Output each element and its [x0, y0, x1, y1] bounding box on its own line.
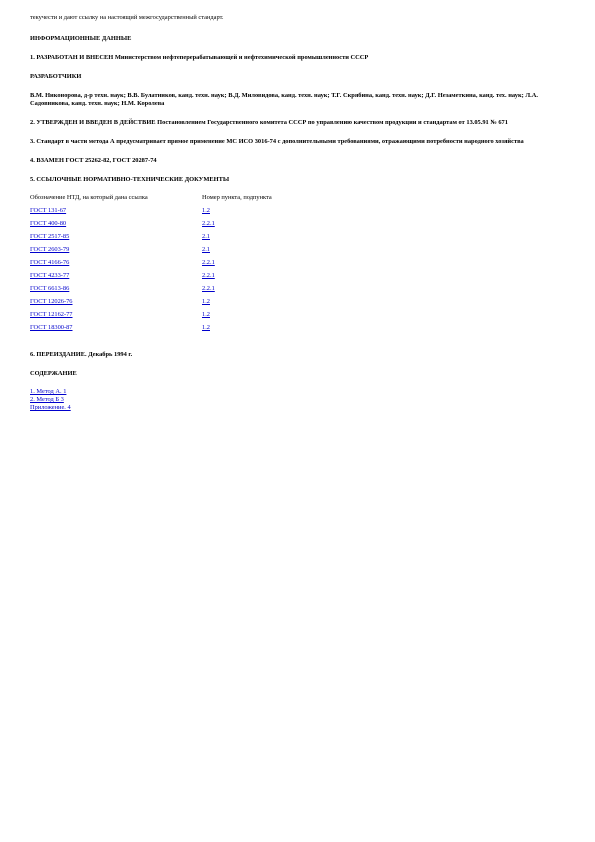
table-cell-clause	[202, 220, 272, 233]
clause-link[interactable]: 1.2	[202, 311, 210, 318]
developers-heading: РАЗРАБОТЧИКИ	[30, 73, 82, 80]
column-header-clause: Номер пункта, подпункта	[202, 194, 272, 201]
item-6-label: ПЕРЕИЗДАНИЕ.	[36, 351, 87, 358]
item-2	[30, 119, 565, 127]
item-4-text: ГОСТ 25262-82, ГОСТ 20287-74	[65, 157, 157, 164]
table-header-row	[30, 194, 272, 207]
table-cell-document	[30, 259, 202, 272]
contents-link[interactable]: 1. Метод А. 1	[30, 388, 67, 395]
item-2-number: 2.	[30, 119, 35, 126]
table-row	[30, 272, 272, 285]
item-4-number: 4.	[30, 157, 35, 164]
table-cell-document	[30, 311, 202, 324]
clause-link[interactable]: 2.1	[202, 246, 210, 253]
document-link[interactable]: ГОСТ 131-67	[30, 207, 67, 214]
table-cell-document	[30, 220, 202, 233]
item-1-label: РАЗРАБОТАН И ВНЕСЕН	[36, 54, 114, 61]
document-link[interactable]: ГОСТ 12162-77	[30, 311, 73, 318]
clause-link[interactable]: 2.2.1	[202, 259, 215, 266]
document-link[interactable]: ГОСТ 6613-86	[30, 285, 70, 292]
table-cell-clause	[202, 207, 272, 220]
table-row	[30, 298, 272, 311]
contents-link[interactable]: 2. Метод Б 3	[30, 396, 64, 403]
table-row	[30, 220, 272, 233]
document-link[interactable]: ГОСТ 4233-77	[30, 272, 70, 279]
table-row	[30, 233, 272, 246]
table-row	[30, 324, 272, 337]
document-page	[30, 14, 565, 412]
table-cell-clause	[202, 324, 272, 337]
clause-link[interactable]: 2.1	[202, 233, 210, 240]
table-cell-clause	[202, 272, 272, 285]
clause-link[interactable]: 1.2	[202, 324, 210, 331]
table-cell-clause	[202, 285, 272, 298]
clause-link[interactable]: 1.2	[202, 207, 210, 214]
item-1-text: Министерством нефтеперерабатывающей и нефтехимической промышленности СССР	[114, 54, 369, 61]
column-header-document: Обозначение НТД, на который дана ссылка	[30, 194, 148, 201]
info-heading: ИНФОРМАЦИОННЫЕ ДАННЫЕ	[30, 35, 132, 42]
table-cell-document	[30, 298, 202, 311]
item-4	[30, 157, 565, 165]
developers-text: В.М. Никонорова, д-р техн. наук; В.В. Булатников, канд. техн. наук; В.Д. Миловидова, канд. техн. наук; Т.Г. Скрябина, канд. техн. наук; Д.Г. Незаметкина, канд. тех. наук; Л.А. Садовникова, канд. техн. наук; Н.М. Королева	[30, 92, 538, 107]
document-link[interactable]: ГОСТ 18300-87	[30, 324, 73, 331]
item-2-text: Постановлением Государственного комитета СССР по управлению качеством продукции и стандартам от 13.05.91 № 671	[157, 119, 508, 126]
table-row	[30, 285, 272, 298]
clause-link[interactable]: 2.2.1	[202, 285, 215, 292]
table-cell-clause	[202, 311, 272, 324]
item-2-label: УТВЕРЖДЕН И ВВЕДЕН В ДЕЙСТВИЕ	[36, 119, 156, 126]
table-row	[30, 207, 272, 220]
table-cell-document	[30, 246, 202, 259]
item-5-heading: 5. ССЫЛОЧНЫЕ НОРМАТИВНО-ТЕХНИЧЕСКИЕ ДОКУМЕНТЫ	[30, 176, 230, 183]
table-cell-document	[30, 285, 202, 298]
document-link[interactable]: ГОСТ 2603-79	[30, 246, 70, 253]
item-4-label: ВЗАМЕН	[36, 157, 64, 164]
item-6-number: 6.	[30, 351, 35, 358]
table-row	[30, 259, 272, 272]
table-cell-clause	[202, 246, 272, 259]
table-cell-document	[30, 207, 202, 220]
contents-link[interactable]: Приложение. 4	[30, 404, 71, 411]
clause-link[interactable]: 2.2.1	[202, 220, 215, 227]
contents-heading: СОДЕРЖАНИЕ	[30, 370, 77, 377]
table-row	[30, 246, 272, 259]
references-table-body	[30, 207, 272, 337]
document-link[interactable]: ГОСТ 4166-76	[30, 259, 70, 266]
document-link[interactable]: ГОСТ 12026-76	[30, 298, 73, 305]
references-table	[30, 194, 272, 337]
item-6-text: Декабрь 1994 г.	[88, 351, 133, 358]
table-cell-document	[30, 233, 202, 246]
item-1	[30, 54, 565, 62]
contents-list	[30, 388, 565, 412]
item-1-number: 1.	[30, 54, 35, 61]
document-link[interactable]: ГОСТ 2517-85	[30, 233, 70, 240]
clause-link[interactable]: 2.2.1	[202, 272, 215, 279]
table-cell-clause	[202, 298, 272, 311]
table-cell-document	[30, 324, 202, 337]
table-cell-clause	[202, 259, 272, 272]
table-row	[30, 311, 272, 324]
item-6	[30, 351, 565, 359]
continuation-text: текучести и дают ссылку на настоящий межгосударственный стандарт.	[30, 14, 224, 21]
table-cell-document	[30, 272, 202, 285]
item-3: 3. Стандарт в части метода А предусматривает прямое применение МС ИСО 3016-74 с дополнительными требованиями, отражающими потребности народного хозяйства	[30, 138, 524, 145]
table-cell-clause	[202, 233, 272, 246]
clause-link[interactable]: 1.2	[202, 298, 210, 305]
document-link[interactable]: ГОСТ 400-80	[30, 220, 67, 227]
